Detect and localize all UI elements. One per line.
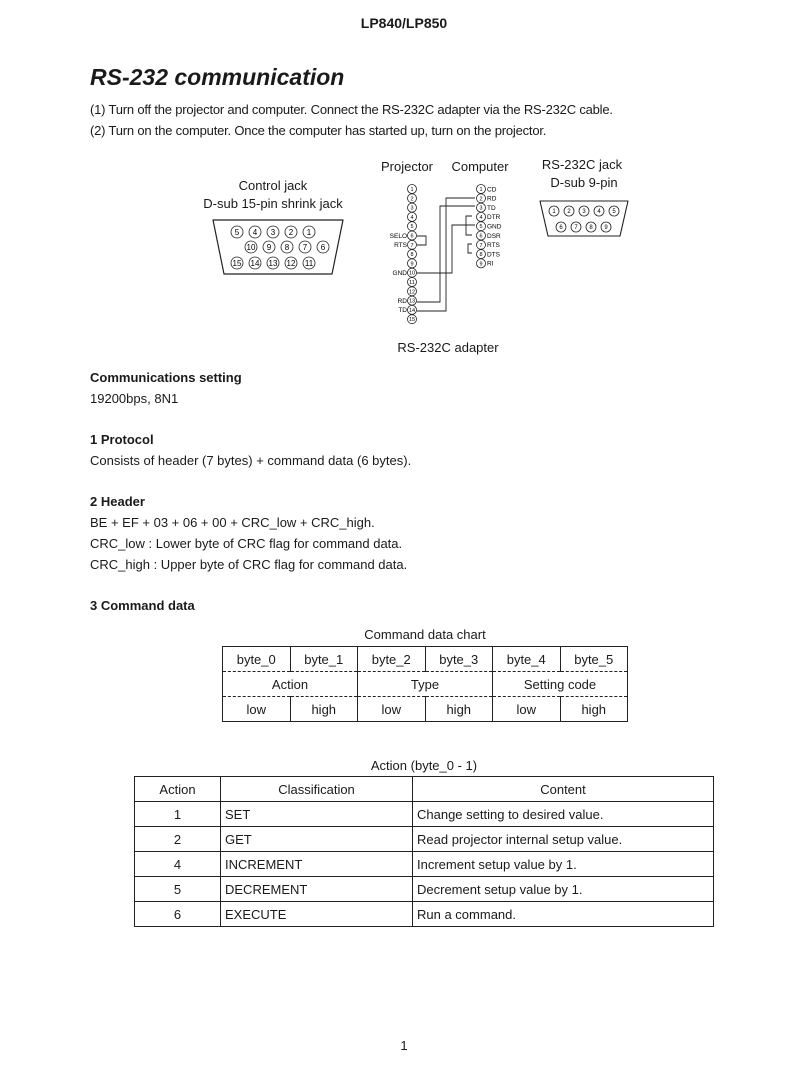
table-row — [135, 852, 714, 877]
command-heading: 3 Command data — [90, 598, 195, 613]
computer-pin-number: 8 — [479, 252, 483, 259]
command-chart-caption: Command data chart — [364, 627, 486, 642]
dsub9-pin-number: 8 — [589, 225, 593, 232]
action-cell: 5 — [135, 877, 221, 902]
lowhigh-cell: high — [290, 697, 358, 722]
byte-cell: byte_0 — [223, 647, 291, 672]
computer-pin-signal: GND — [487, 223, 502, 231]
dsub9-pin-number: 9 — [604, 225, 608, 232]
dsub9-pin-number: 4 — [597, 209, 601, 216]
adapter-label: RS-232C adapter — [397, 340, 499, 355]
projector-pin-number: 8 — [410, 252, 414, 259]
projector-pin-number: 4 — [410, 214, 414, 221]
projector-pin-signal: RTS — [394, 242, 407, 250]
byte-cell: byte_5 — [560, 647, 628, 672]
action-header: Action — [135, 777, 221, 802]
dsub15-pin-number: 1 — [306, 227, 312, 237]
dsub15-pin-number: 14 — [250, 258, 260, 268]
lowhigh-cell: low — [358, 697, 426, 722]
computer-pin-signal: DTS — [487, 251, 500, 259]
dsub9-pin-number: 2 — [567, 209, 571, 216]
classification-cell: INCREMENT — [221, 852, 413, 877]
dsub15-pin-number: 5 — [234, 227, 240, 237]
computer-label: Computer — [451, 159, 509, 174]
header-line-1: BE + EF + 03 + 06 + 00 + CRC_low + CRC_high. — [90, 515, 375, 530]
projector-pin-number: 12 — [408, 289, 416, 296]
computer-pin-number: 1 — [479, 186, 483, 193]
projector-pin-signal: TD — [398, 307, 407, 315]
group-cell-action: Action — [223, 672, 358, 697]
dsub15-pin-number: 9 — [266, 242, 272, 252]
comm-setting-heading: Communications setting — [90, 370, 242, 385]
dsub15-pin-number: 7 — [302, 242, 308, 252]
dsub15-pin-number: 13 — [268, 258, 278, 268]
lowhigh-cell: high — [560, 697, 628, 722]
step-1: (1) Turn off the projector and computer. Connect the RS-232C adapter via the RS-232C cable. — [90, 102, 613, 117]
dsub15-pin-number: 2 — [288, 227, 294, 237]
classification-cell: DECREMENT — [221, 877, 413, 902]
page-title: RS-232 communication — [90, 64, 345, 90]
classification-cell: GET — [221, 827, 413, 852]
computer-pin-number: 5 — [479, 224, 483, 231]
control-jack-type: D-sub 15-pin shrink jack — [203, 196, 343, 211]
computer-pin-number: 7 — [479, 242, 483, 249]
byte-cell: byte_1 — [290, 647, 358, 672]
dsub9-pin-number: 7 — [574, 225, 578, 232]
computer-pin-signal: DTR — [487, 214, 501, 222]
byte-cell: byte_4 — [493, 647, 561, 672]
projector-pin-number: 2 — [410, 196, 414, 203]
computer-pin-number: 4 — [479, 214, 483, 221]
computer-pin-signal: RTS — [487, 242, 500, 250]
content-cell: Run a command. — [413, 902, 714, 927]
classification-cell: SET — [221, 802, 413, 827]
header-line-2: CRC_low : Lower byte of CRC flag for command data. — [90, 536, 403, 551]
dsub15-pin-number: 15 — [232, 258, 242, 268]
projector-pin-number: 15 — [408, 317, 416, 324]
dsub9-pin-number: 3 — [582, 209, 586, 216]
projector-pin-signal: SELO — [389, 232, 407, 240]
classification-cell: EXECUTE — [221, 902, 413, 927]
adapter-wiring-diagram — [380, 180, 520, 330]
dsub9-pin-number: 5 — [612, 209, 616, 216]
dsub9-pin-number: 6 — [559, 225, 563, 232]
content-header: Content — [413, 777, 714, 802]
content-cell: Decrement setup value by 1. — [413, 877, 714, 902]
projector-label: Projector — [380, 159, 434, 174]
computer-pin-number: 2 — [479, 196, 483, 203]
content-cell: Change setting to desired value. — [413, 802, 714, 827]
protocol-heading: 1 Protocol — [90, 432, 154, 447]
projector-pin-number: 5 — [410, 224, 414, 231]
dsub15-pin-number: 3 — [270, 227, 276, 237]
step-2: (2) Turn on the computer. Once the computer has started up, turn on the projector. — [90, 123, 547, 138]
action-table — [134, 776, 714, 927]
projector-pin-number: 1 — [410, 186, 414, 193]
document-model-header: LP840/LP850 — [360, 15, 448, 31]
content-cell: Read projector internal setup value. — [413, 827, 714, 852]
action-table-caption: Action (byte_0 - 1) — [370, 758, 478, 773]
rs232-jack-label: RS-232C jack — [541, 157, 623, 172]
group-cell-setting-code: Setting code — [493, 672, 628, 697]
projector-pin-number: 14 — [408, 307, 416, 314]
action-cell: 1 — [135, 802, 221, 827]
computer-pin-number: 9 — [479, 261, 483, 268]
computer-pin-number: 3 — [479, 205, 483, 212]
rs232-jack-type: D-sub 9-pin — [550, 175, 618, 190]
byte-cell: byte_3 — [425, 647, 493, 672]
projector-pin-number: 3 — [410, 205, 414, 212]
group-cell-type: Type — [358, 672, 493, 697]
lowhigh-cell: low — [493, 697, 561, 722]
header-line-3: CRC_high : Upper byte of CRC flag for command data. — [90, 557, 408, 572]
action-cell: 2 — [135, 827, 221, 852]
dsub15-pin-number: 4 — [252, 227, 258, 237]
dsub15-pin-number: 10 — [246, 242, 256, 252]
table-row — [135, 902, 714, 927]
computer-pin-signal: DSR — [487, 232, 501, 240]
control-jack-label: Control jack — [238, 178, 308, 193]
page-number: 1 — [400, 1038, 408, 1053]
header-heading: 2 Header — [90, 494, 145, 509]
content-cell: Increment setup value by 1. — [413, 852, 714, 877]
action-cell: 4 — [135, 852, 221, 877]
dsub15-pin-number: 8 — [284, 242, 290, 252]
projector-pin-number: 11 — [409, 279, 415, 286]
dsub9-pin-number: 1 — [552, 209, 556, 216]
computer-pin-number: 6 — [479, 233, 483, 240]
computer-pin-signal: RD — [487, 195, 497, 203]
classification-header: Classification — [221, 777, 413, 802]
projector-pin-number: 7 — [410, 242, 414, 249]
lowhigh-cell: high — [425, 697, 493, 722]
dsub15-pin-number: 12 — [286, 258, 296, 268]
table-row — [135, 802, 714, 827]
computer-pin-signal: RI — [487, 260, 494, 268]
dsub15-connector-diagram — [210, 216, 346, 278]
byte-cell: byte_2 — [358, 647, 426, 672]
projector-pin-number: 9 — [410, 261, 414, 268]
lowhigh-cell: low — [223, 697, 291, 722]
command-data-chart — [222, 646, 628, 722]
protocol-text: Consists of header (7 bytes) + command data (6 bytes). — [90, 453, 412, 468]
action-cell: 6 — [135, 902, 221, 927]
computer-pin-signal: CD — [487, 186, 497, 194]
computer-pin-signal: TD — [487, 204, 496, 212]
projector-pin-signal: GND — [392, 270, 407, 277]
projector-pin-number: 10 — [408, 270, 416, 277]
comm-setting-value: 19200bps, 8N1 — [90, 391, 179, 406]
projector-pin-signal: RD — [397, 297, 407, 305]
projector-pin-number: 13 — [408, 298, 416, 305]
table-row — [135, 877, 714, 902]
dsub15-pin-number: 6 — [320, 242, 326, 252]
dsub9-connector-diagram — [538, 198, 630, 240]
dsub15-pin-number: 11 — [304, 258, 314, 268]
table-row — [135, 827, 714, 852]
projector-pin-number: 6 — [410, 233, 414, 240]
